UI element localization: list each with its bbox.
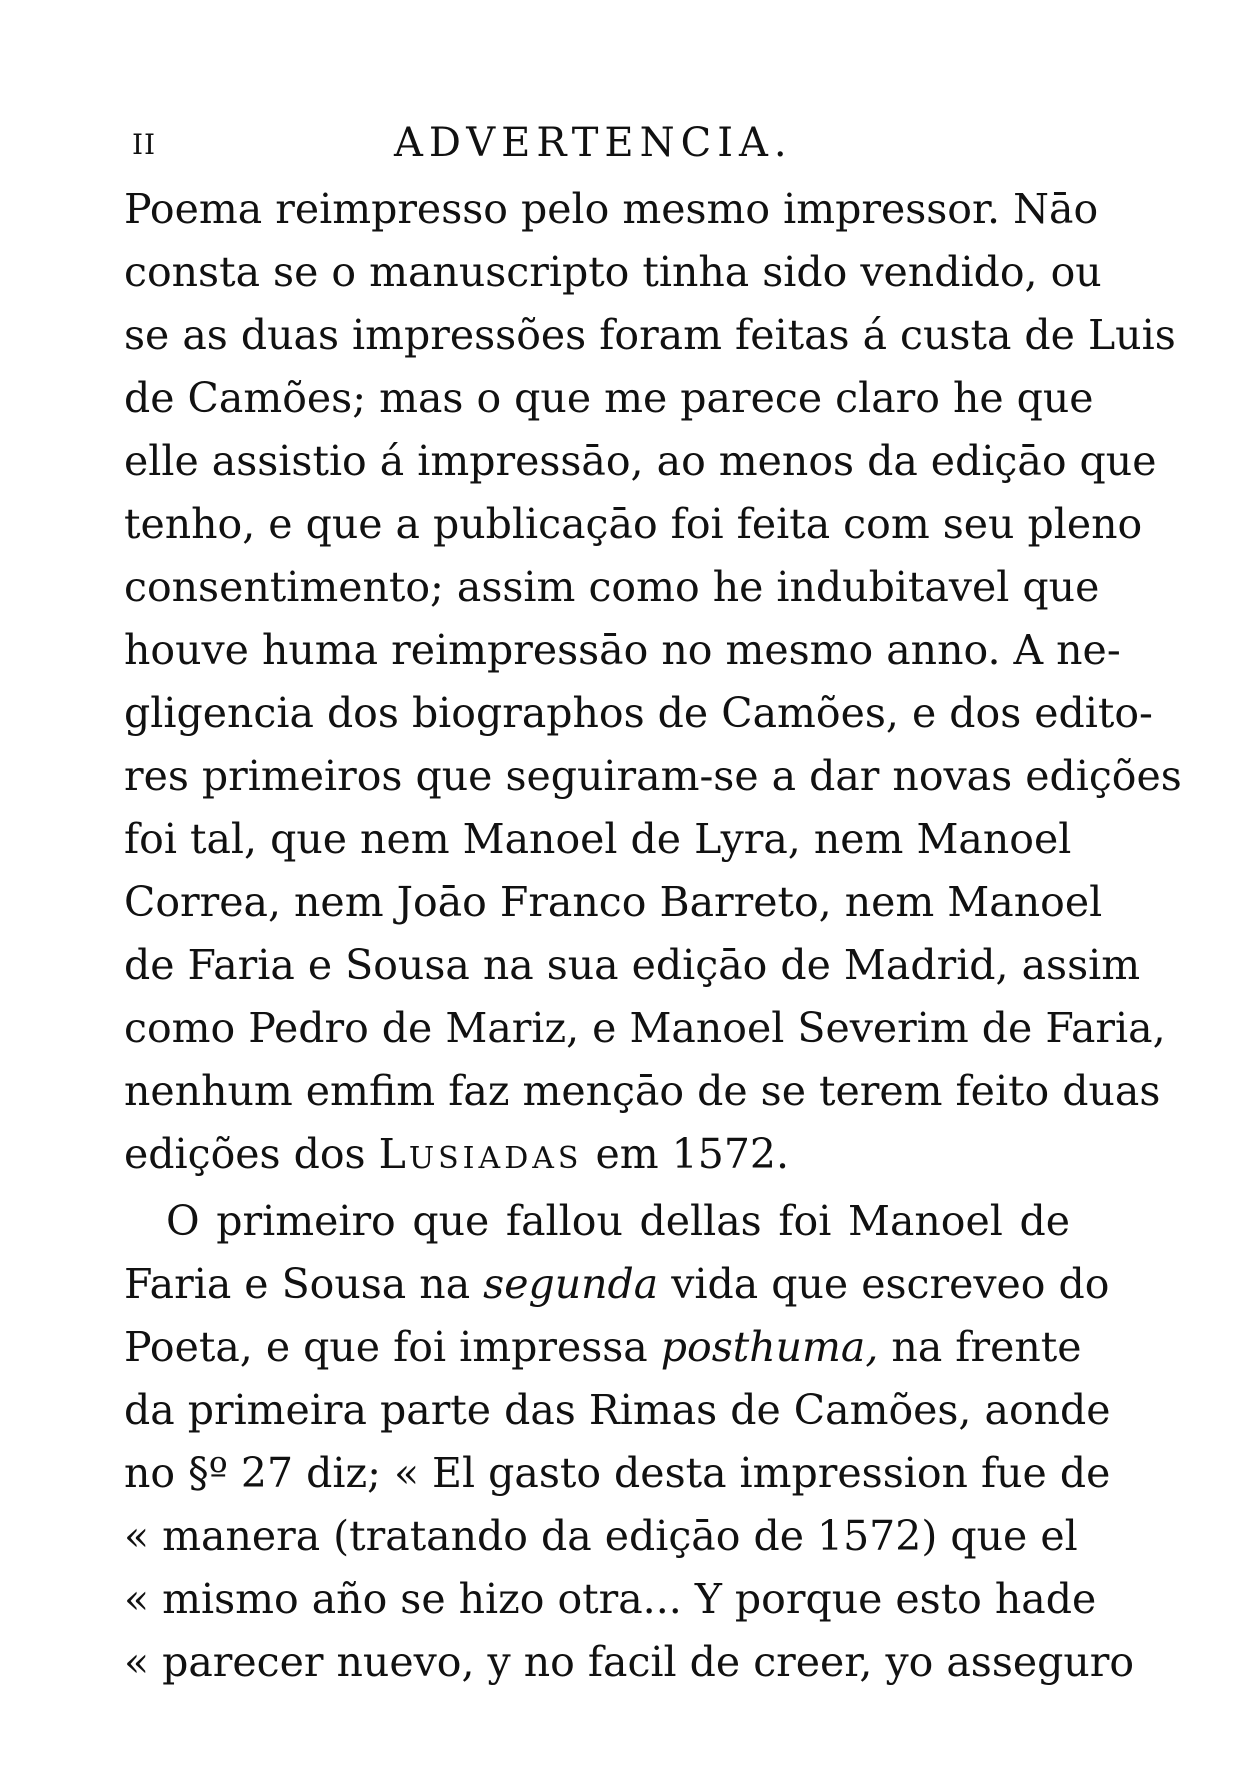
text-line: no §º 27 diz; « El gasto desta impression fue de — [124, 1449, 1111, 1497]
text-line: da primeira parte das Rimas de Camões, aonde — [124, 1386, 1111, 1434]
text-segment: na frente — [878, 1323, 1082, 1371]
text-line: nenhum emfim faz mençāo de se terem feito duas — [124, 1067, 1161, 1115]
text-segment: Faria e Sousa na — [124, 1260, 484, 1308]
text-line-indented: O primeiro que fallou dellas foi Manoel de — [166, 1197, 1070, 1245]
text-line: consentimento; assim como he indubitavel que — [124, 563, 1100, 611]
text-line: Poema reimpresso pelo mesmo impressor. Nāo — [124, 185, 1099, 233]
text-line: Correa, nem Joāo Franco Barreto, nem Manoel — [124, 878, 1103, 926]
text-line — [124, 1253, 1110, 1316]
text-line — [124, 1316, 1082, 1379]
text-line: « mismo año se hizo otra... Y porque esto hade — [124, 1575, 1097, 1623]
text-line: se as duas impressões foram feitas á custa de Luis — [124, 311, 1176, 359]
text-segment: vida que escreveo do — [658, 1260, 1110, 1308]
body-text — [124, 178, 1182, 1694]
running-head: ADVERTENCIA. — [394, 120, 793, 166]
text-line: « manera (tratando da ediçāo de 1572) que el — [124, 1512, 1078, 1560]
text-line: foi tal, que nem Manoel de Lyra, nem Manoel — [124, 815, 1072, 863]
text-line: houve huma reimpressāo no mesmo anno. A ne- — [124, 626, 1121, 674]
book-title-small-caps: USIADAS — [408, 1141, 583, 1176]
text-line: de Camões; mas o que me parece claro he que — [124, 374, 1094, 422]
page-header — [124, 120, 1064, 180]
text-line: tenho, e que a publicaçāo foi feita com seu pleno — [124, 500, 1143, 548]
text-segment: em 1572. — [582, 1130, 790, 1178]
page-number: II — [132, 128, 157, 161]
text-line: « parecer nuevo, y no facil de creer, yo asseguro — [124, 1638, 1135, 1686]
text-line: gligencia dos biographos de Camões, e dos edito- — [124, 689, 1153, 737]
text-line: res primeiros que seguiram-se a dar novas edições — [124, 752, 1182, 800]
italic-word: segunda — [483, 1260, 659, 1308]
italic-word: posthuma, — [660, 1323, 879, 1371]
text-line: elle assistio á impressāo, ao menos da ediçāo que — [124, 437, 1157, 485]
text-line: consta se o manuscripto tinha sido vendido, ou — [124, 248, 1102, 296]
text-segment: edições dos — [124, 1130, 379, 1178]
text-segment: Poeta, e que foi impressa — [124, 1323, 661, 1371]
text-line: como Pedro de Mariz, e Manoel Severim de Faria, — [124, 1004, 1166, 1052]
text-line-paragraph-end — [124, 1123, 1070, 1186]
text-line: de Faria e Sousa na sua ediçāo de Madrid, assim — [124, 941, 1141, 989]
book-title-initial: L — [378, 1130, 409, 1178]
